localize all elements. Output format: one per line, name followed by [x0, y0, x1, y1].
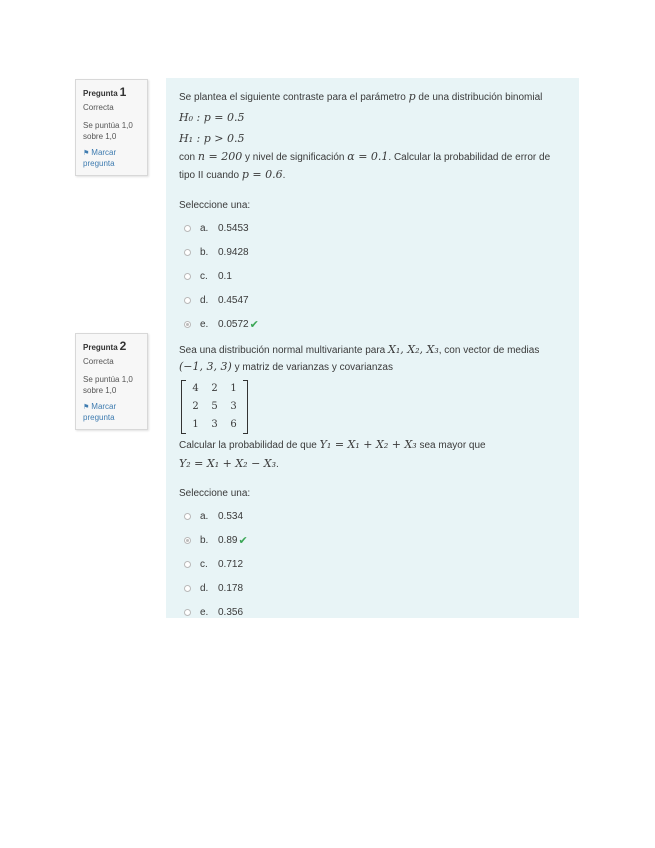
question-1-option-b[interactable]: b. 0.9428 [179, 240, 579, 264]
question-1-content [166, 78, 579, 331]
question-2-option-b[interactable]: b. 0.89 ✔ [179, 528, 579, 552]
question-2-option-d[interactable]: d. 0.178 [179, 576, 579, 600]
question-2-calc-line2: Y₂ = X₁ + X₂ − X₃. [179, 457, 279, 470]
correct-check-icon: ✔ [249, 318, 259, 331]
question-1-title: Pregunta 1 [83, 85, 127, 99]
radio-button[interactable] [184, 561, 191, 568]
question-2-info [75, 333, 148, 430]
question-2-answers [179, 504, 579, 624]
radio-button[interactable] [184, 249, 191, 256]
radio-button-selected[interactable] [184, 537, 191, 544]
covariance-matrix [181, 380, 579, 434]
matrix-cells [186, 380, 243, 434]
question-2-option-c[interactable]: c. 0.712 [179, 552, 579, 576]
question-2-option-e[interactable]: e. 0.356 [179, 600, 579, 624]
radio-button[interactable] [184, 225, 191, 232]
question-1-grade: Se puntúa 1,0 sobre 1,0 [83, 121, 133, 141]
flag-icon: ⚑ [83, 150, 90, 157]
radio-button[interactable] [184, 513, 191, 520]
hypothesis-h0: H₀ : p = 0.5 [179, 111, 245, 124]
matrix-cell: 2 [211, 383, 218, 394]
question-2-calc: Calcular la probabilidad de que Y₁ = X₁ + X₂ + X₃ sea mayor que [179, 438, 486, 451]
hypothesis-h1: H₁ : p > 0.5 [179, 132, 245, 145]
question-2-option-a[interactable]: a. 0.534 [179, 504, 579, 528]
radio-button[interactable] [184, 273, 191, 280]
question-1-condition: con n = 200 y nivel de significación α = 0.1. Calcular la probabilidad de error de [179, 150, 551, 163]
question-1-option-a[interactable]: a. 0.5453 [179, 216, 579, 240]
matrix-cell: 5 [211, 401, 218, 412]
flag-question-2-link[interactable]: ⚑ Marcar pregunta [83, 402, 117, 422]
radio-button-selected[interactable] [184, 321, 191, 328]
radio-button[interactable] [184, 297, 191, 304]
matrix-cell: 3 [230, 401, 237, 412]
flag-icon: ⚑ [83, 404, 90, 411]
question-2-title: Pregunta 2 [83, 339, 127, 353]
matrix-cell: 6 [230, 419, 237, 430]
question-2-grade: Se puntúa 1,0 sobre 1,0 [83, 375, 133, 395]
radio-button[interactable] [184, 609, 191, 616]
question-1-state: Correcta [83, 103, 114, 112]
question-2-means: (−1, 3, 3) y matriz de varianzas y covarianzas [179, 360, 393, 373]
question-2-select-label: Seleccione una: [179, 488, 251, 499]
question-2-prompt: Sea una distribución normal multivariante para X₁, X₂, X₃, con vector de medias [179, 343, 540, 356]
question-1-prompt: Se plantea el siguiente contraste para el parámetro p de una distribución binomial [179, 90, 543, 103]
question-2-content [166, 331, 579, 618]
matrix-right-bracket [243, 380, 248, 434]
question-1-option-e[interactable]: e. 0.0572 ✔ [179, 312, 579, 336]
question-1-select-label: Seleccione una: [179, 200, 251, 211]
question-2-state: Correcta [83, 357, 114, 366]
question-2-number: 2 [119, 339, 127, 353]
matrix-cell: 2 [192, 401, 199, 412]
question-1-info [75, 79, 148, 176]
matrix-cell: 1 [192, 419, 199, 430]
question-1-option-d[interactable]: d. 0.4547 [179, 288, 579, 312]
question-1-option-c[interactable]: c. 0.1 [179, 264, 579, 288]
question-1-answers [179, 216, 579, 336]
question-1-number: 1 [119, 85, 127, 99]
correct-check-icon: ✔ [238, 534, 248, 547]
matrix-cell: 3 [211, 419, 218, 430]
question-1-condition-line2: tipo II cuando p = 0.6. [179, 168, 286, 181]
radio-button[interactable] [184, 585, 191, 592]
matrix-cell: 1 [230, 383, 237, 394]
flag-question-1-link[interactable]: ⚑ Marcar pregunta [83, 148, 117, 168]
matrix-cell: 4 [192, 383, 199, 394]
